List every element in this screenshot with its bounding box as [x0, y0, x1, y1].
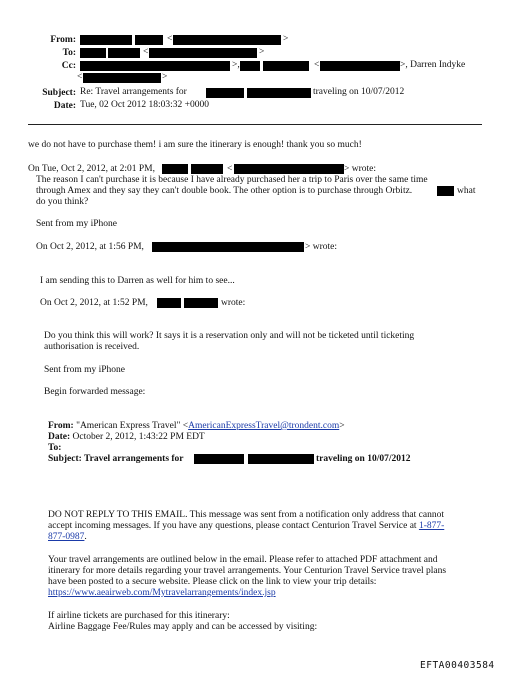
fwd-from-value: "American Express Travel" <: [76, 421, 189, 431]
itinerary-line3: have been posted to a secure website. Please click on the link to view your trip details:: [48, 577, 377, 587]
fwd-date-label: Date:: [48, 432, 71, 442]
quote1-what: what: [457, 186, 476, 196]
redaction-fwd-subject-1: [194, 454, 244, 464]
fwd-to-label: To:: [48, 443, 62, 453]
baggage-line1: If airline tickets are purchased for this itinerary:: [48, 611, 230, 621]
quote1-line3: do you think?: [36, 197, 89, 207]
quote3-sent: Sent from my iPhone: [44, 365, 126, 375]
redaction-from-name-2: [135, 35, 163, 45]
redaction-cc-4: [320, 61, 400, 71]
redaction-q2-sender: [152, 242, 304, 252]
redaction-cc-1: [80, 61, 230, 71]
redaction-q1-name-2: [191, 164, 223, 174]
quote3-line2: authorisation is received.: [44, 342, 140, 352]
fwd-date: [48, 432, 205, 443]
forwarded-intro: Begin forwarded message:: [44, 387, 146, 397]
phone-link-part1[interactable]: 1-877-: [418, 521, 445, 531]
redaction-to-name-1: [80, 48, 106, 58]
cc-last: >, Darren Indyke: [400, 60, 466, 70]
quote3-line1: Do you think this will work? It says it is a reservation only and will not be ticketed until ticketing: [44, 331, 415, 341]
from-lt: <: [167, 34, 173, 44]
to-gt: >: [259, 47, 265, 57]
quote2-line: I am sending this to Darren as well for him to see...: [40, 276, 235, 286]
quote1-line2: through Amex and they say they can't double book. The other option is to purchase through Orbitz.: [36, 186, 413, 196]
fwd-subject-suffix: traveling on 10/07/2012: [316, 454, 411, 464]
quote2-wrote: > wrote:: [305, 242, 338, 252]
quote2-intro: On Oct 2, 2012, at 1:56 PM,: [36, 242, 144, 252]
cc-label: Cc:: [61, 61, 76, 71]
cc-sep: >,: [232, 60, 240, 70]
redaction-cc-3: [263, 61, 309, 71]
itinerary-line1: Your travel arrangements are outlined below in the email. Please refer to attached PDF attachment and: [48, 555, 438, 565]
quote3-intro: On Oct 2, 2012, at 1:52 PM,: [40, 298, 148, 308]
date-label: Date:: [53, 101, 76, 111]
fwd-from-email-link[interactable]: AmericanExpressTravel@trondent.com: [188, 421, 340, 431]
subject-prefix: Re: Travel arrangements for: [80, 87, 187, 97]
redaction-q1-name-1: [162, 164, 188, 174]
notice-period: .: [84, 532, 87, 542]
quote3-wrote: wrote:: [221, 298, 246, 308]
subject-label: Subject:: [42, 88, 76, 98]
cc-lt: <: [314, 60, 320, 70]
quote1-intro: On Tue, Oct 2, 2012, at 2:01 PM,: [28, 164, 155, 174]
fwd-from: [48, 421, 345, 432]
redaction-q1-inline: [437, 186, 454, 196]
redaction-q1-email: [234, 164, 344, 174]
subject-suffix: traveling on 10/07/2012: [313, 87, 405, 97]
fwd-subject-label: Subject: Travel arrangements for: [48, 454, 184, 464]
redaction-subject-2: [247, 88, 311, 98]
from-gt: >: [283, 34, 289, 44]
header-divider: [28, 124, 482, 125]
fwd-from-close: >: [339, 421, 345, 431]
redaction-from-email: [173, 35, 281, 45]
notice-line3: [48, 532, 87, 543]
redaction-fwd-subject-2: [248, 454, 314, 464]
trip-details-link[interactable]: https://www.aeairweb.com/Mytravelarrangements/index.jsp: [48, 588, 276, 598]
notice-line2: [48, 521, 444, 532]
to-label: To:: [62, 48, 76, 58]
quote1-line1: The reason I can't purchase it is because I have already purchased her a trip to Paris over the same time: [36, 175, 428, 185]
cc-gt-2: >: [162, 72, 168, 82]
document-id: EFTA00403584: [420, 660, 495, 671]
redaction-to-email: [149, 48, 257, 58]
phone-link-part2[interactable]: 877-0987: [48, 532, 85, 542]
redaction-cc-5: [83, 73, 161, 83]
from-label: From:: [50, 35, 76, 45]
fwd-from-label: From:: [48, 421, 74, 431]
notice-line1: DO NOT REPLY TO THIS EMAIL. This message was sent from a notification only address that cannot: [48, 510, 444, 520]
reply-text: we do not have to purchase them! i am sure the itinerary is enough! thank you so much!: [28, 140, 362, 150]
cc-lt-2: <: [77, 72, 83, 82]
notice-line2-text: accept incoming messages. If you have any questions, please contact Centurion Travel Service at: [48, 521, 419, 531]
redaction-q3-name-1: [157, 298, 181, 308]
redaction-cc-2: [240, 61, 260, 71]
quote1-wrote: > wrote:: [344, 164, 377, 174]
fwd-date-value: October 2, 2012, 1:43:22 PM EDT: [72, 432, 205, 442]
date-value: Tue, 02 Oct 2012 18:03:32 +0000: [80, 100, 210, 110]
redaction-to-name-2: [108, 48, 140, 58]
redaction-subject-1: [206, 88, 244, 98]
redaction-from-name-1: [80, 35, 132, 45]
quote1-sent: Sent from my iPhone: [36, 219, 118, 229]
to-lt: <: [143, 47, 149, 57]
quote1-lt: <: [227, 164, 233, 174]
baggage-line2: Airline Baggage Fee/Rules may apply and can be accessed by visiting:: [48, 622, 318, 632]
itinerary-line2: itinerary for more details regarding your travel arrangements. Your Centurion Travel Service travel plans: [48, 566, 447, 576]
redaction-q3-name-2: [184, 298, 218, 308]
